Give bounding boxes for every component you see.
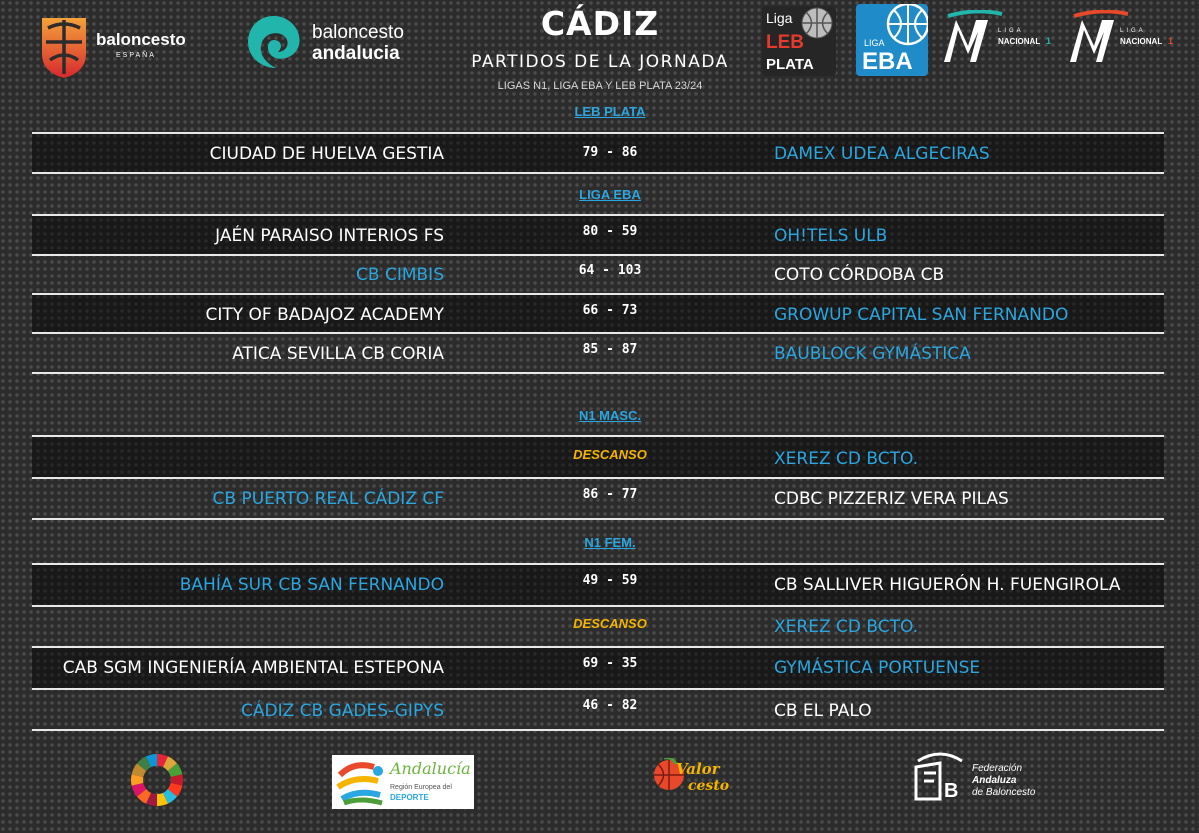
- divider: [32, 688, 1164, 690]
- match-away-team: XEREZ CD BCTO.: [774, 617, 919, 637]
- andalucia-deporte-logo: [332, 755, 474, 809]
- liga-eba-logo: [856, 4, 928, 76]
- andalucia-deporte: DEPORTE: [390, 793, 429, 802]
- n1-logo-number: 1: [1168, 36, 1174, 46]
- faba-line1: Federación: [972, 763, 1023, 774]
- leb-logo-sub: PLATA: [766, 56, 814, 73]
- match-score: 85 - 87: [582, 342, 638, 357]
- section-heading-n1-fem: N1 FEM.: [584, 535, 636, 550]
- bye-label: DESCANSO: [573, 616, 647, 631]
- n1-logo-nacional: NACIONAL: [1120, 37, 1163, 46]
- eba-logo-liga: LIGA: [864, 38, 885, 48]
- match-home-team: CAB SGM INGENIERÍA AMBIENTAL ESTEPONA: [62, 658, 444, 678]
- match-away-team: COTO CÓRDOBA CB: [774, 265, 945, 285]
- match-home-team: ATICA SEVILLA CB CORIA: [232, 344, 444, 364]
- leagues-caption: LIGAS N1, LIGA EBA Y LEB PLATA 23/24: [497, 80, 703, 92]
- andalucia-logo-line1: baloncesto: [312, 22, 404, 43]
- match-away-team: GROWUP CAPITAL SAN FERNANDO: [774, 305, 1069, 325]
- match-score: 69 - 35: [582, 656, 638, 671]
- match-home-team: CÁDIZ CB GADES-GIPYS: [240, 701, 444, 721]
- n1-logo-liga: LIGA: [998, 28, 1024, 34]
- basketball-icon: [884, 4, 928, 48]
- leb-plata-logo: [762, 6, 836, 76]
- eba-logo-main: EBA: [862, 48, 913, 75]
- match-home-team: CB PUERTO REAL CÁDIZ CF: [212, 489, 444, 509]
- liga-nacional-1-logo-white: [940, 10, 1060, 66]
- divider: [32, 605, 1164, 607]
- n1-logo-liga: LIGA: [1120, 28, 1146, 34]
- divider: [32, 254, 1164, 256]
- faba-line2: Andaluza: [972, 775, 1017, 786]
- match-score: 46 - 82: [582, 698, 638, 713]
- n1-mark-icon: [940, 10, 1004, 66]
- divider: [32, 172, 1164, 174]
- match-score: 86 - 77: [582, 487, 638, 502]
- fbe-logo-sub: ESPAÑA: [116, 52, 156, 59]
- faba-emblem-icon: [914, 751, 966, 801]
- andalucia-tagline: Región Europea del: [390, 784, 452, 791]
- match-score: 80 - 59: [582, 224, 638, 239]
- n1-logo-nacional: NACIONAL: [998, 37, 1041, 46]
- fbe-logo: [36, 14, 216, 84]
- page-subtitle: PARTIDOS DE LA JORNADA: [471, 52, 729, 72]
- divider: [32, 477, 1164, 479]
- faba-logo: [914, 751, 1054, 805]
- valorcesto-text-b: cesto: [688, 778, 730, 794]
- match-away-team: DAMEX UDEA ALGECIRAS: [774, 144, 990, 164]
- andalucia-brand: Andalucía: [390, 759, 471, 778]
- divider: [32, 372, 1164, 374]
- match-score: 66 - 73: [582, 303, 638, 318]
- liga-nacional-1-logo-red: [1066, 10, 1186, 66]
- section-heading-n1-masc: N1 MASC.: [578, 408, 642, 423]
- fbe-ball-icon: [36, 14, 92, 80]
- andalucia-logo-line2: andalucia: [312, 43, 400, 64]
- match-away-team: CB EL PALO: [774, 701, 872, 721]
- match-score: 49 - 59: [582, 573, 638, 588]
- match-away-team: XEREZ CD BCTO.: [774, 449, 919, 469]
- match-home-team: CITY OF BADAJOZ ACADEMY: [205, 305, 444, 325]
- svg-text:B: B: [944, 780, 959, 801]
- fbe-logo-text: baloncesto: [96, 30, 186, 49]
- match-away-team: CB SALLIVER HIGUERÓN H. FUENGIROLA: [774, 575, 1121, 595]
- faba-line3: de Baloncesto: [972, 787, 1036, 798]
- section-heading-liga-eba: LIGA EBA: [579, 187, 641, 202]
- valorcesto-text-a: Valor: [676, 760, 720, 778]
- andalucia-swirl-icon: [244, 12, 304, 72]
- basketball-icon: [800, 6, 834, 40]
- match-home-team: BAHÍA SUR CB SAN FERNANDO: [179, 575, 444, 595]
- section-heading-leb-plata: LEB PLATA: [574, 104, 646, 119]
- match-home-team: JAÉN PARAISO INTERIOS FS: [215, 226, 444, 246]
- andalucia-baloncesto-logo: [244, 12, 434, 74]
- divider: [32, 729, 1164, 731]
- leb-logo-main: LEB: [766, 32, 804, 53]
- match-away-team: OH!TELS ULB: [774, 226, 888, 246]
- match-score: 79 - 86: [582, 145, 638, 160]
- match-away-team: BAUBLOCK GYMÁSTICA: [774, 344, 971, 364]
- n1-logo-number: 1: [1046, 36, 1052, 46]
- page-title: CÁDIZ: [540, 4, 660, 43]
- leb-logo-liga: Liga: [766, 10, 793, 26]
- andalucia-mark-icon: [334, 757, 386, 807]
- match-home-team: CB CIMBIS: [356, 265, 444, 285]
- valorcesto-logo: [652, 750, 742, 802]
- match-home-team: CIUDAD DE HUELVA GESTIA: [209, 144, 444, 164]
- divider: [32, 518, 1164, 520]
- match-away-team: CDBC PIZZERIZ VERA PILAS: [774, 489, 1009, 509]
- match-score: 64 - 103: [578, 263, 642, 278]
- match-away-team: GYMÁSTICA PORTUENSE: [774, 658, 981, 678]
- bye-label: DESCANSO: [573, 447, 647, 462]
- sdg-wheel-icon: [129, 752, 185, 808]
- divider: [32, 332, 1164, 334]
